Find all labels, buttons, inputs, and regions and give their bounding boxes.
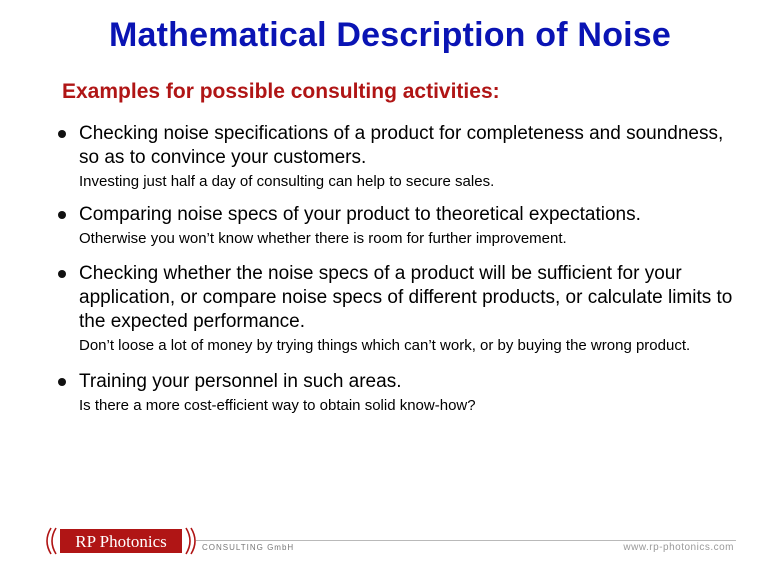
item-note: Otherwise you won’t know whether there is room for further improvement. xyxy=(79,230,567,247)
item-text: Comparing noise specs of your product to theoretical expectations. xyxy=(79,204,641,225)
slide-footer xyxy=(0,522,780,562)
slide-subtitle: Examples for possible consulting activities: xyxy=(62,80,500,103)
list-item xyxy=(58,262,738,356)
item-text: Checking whether the noise specs of a product will be sufficient for your application, or compare noise specs of different products, or calculate limits to the expected performance. xyxy=(79,263,733,332)
logo-text: RP Photonics xyxy=(75,532,167,551)
item-note: Investing just half a day of consulting can help to secure sales. xyxy=(79,173,495,190)
footer-divider xyxy=(196,540,736,541)
slide-title: Mathematical Description of Noise xyxy=(108,16,672,54)
item-note: Don’t loose a lot of money by trying things which can’t work, or by buying the wrong product. xyxy=(79,337,691,354)
list-item xyxy=(58,122,738,192)
item-text: Checking noise specifications of a product for completeness and soundness, so as to convince your customers. xyxy=(79,123,724,168)
bullet-icon xyxy=(58,211,66,219)
rp-photonics-logo xyxy=(42,525,200,557)
list-item xyxy=(58,203,738,249)
bullet-icon xyxy=(58,270,66,278)
consulting-label: CONSULTING GmbH xyxy=(202,543,295,552)
bullet-icon xyxy=(58,378,66,386)
bullet-list xyxy=(58,122,738,416)
item-note: Is there a more cost-efficient way to obtain solid know-how? xyxy=(79,397,476,414)
bullet-icon xyxy=(58,130,66,138)
item-text: Training your personnel in such areas. xyxy=(79,371,402,392)
website-link[interactable]: www.rp-photonics.com xyxy=(623,542,734,553)
list-item xyxy=(58,370,738,416)
